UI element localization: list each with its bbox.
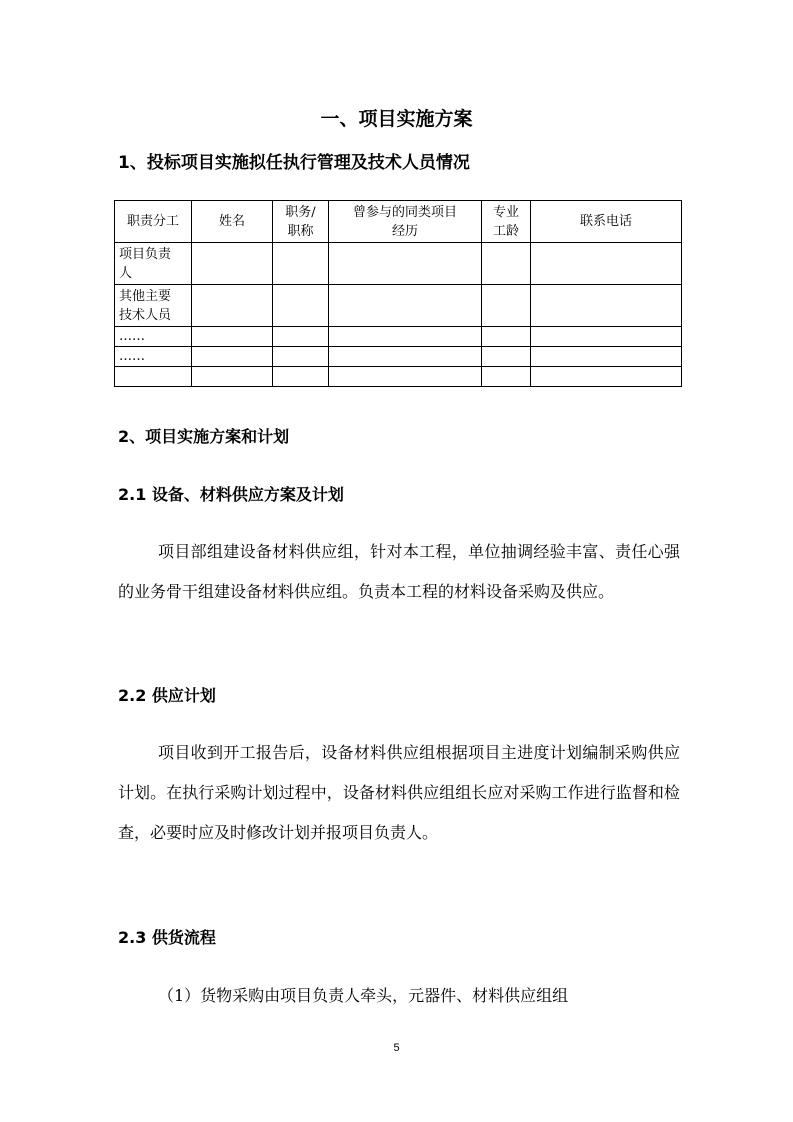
table-cell bbox=[192, 243, 273, 285]
staff-table bbox=[114, 200, 682, 387]
document-title: 一、项目实施方案 bbox=[320, 108, 473, 130]
table-header-row bbox=[115, 201, 682, 243]
header-cell-title: 职务/ 职称 bbox=[273, 201, 329, 243]
table-cell bbox=[329, 243, 482, 285]
table-cell bbox=[531, 347, 682, 367]
section-1-heading: 1、投标项目实施拟任执行管理及技术人员情况 bbox=[118, 153, 470, 173]
table-cell bbox=[329, 367, 482, 387]
table-cell bbox=[531, 327, 682, 347]
table-cell bbox=[482, 367, 531, 387]
subsection-2-3-paragraph: （1）货物采购由项目负责人牵头，元器件、材料供应组组 bbox=[158, 986, 569, 1005]
table-cell bbox=[192, 285, 273, 327]
subsection-2-2-heading: 2.2 供应计划 bbox=[118, 686, 216, 705]
table-cell bbox=[482, 243, 531, 285]
table-cell bbox=[192, 327, 273, 347]
table-cell bbox=[531, 243, 682, 285]
table-row bbox=[115, 347, 682, 367]
table-cell bbox=[482, 285, 531, 327]
header-cell-name: 姓名 bbox=[192, 201, 273, 243]
subsection-2-3-heading: 2.3 供货流程 bbox=[118, 928, 216, 947]
table-cell bbox=[115, 367, 192, 387]
subsection-2-2-paragraph: 项目收到开工报告后，设备材料供应组根据项目主进度计划编制采购供应计划。在执行采购计划过程中，设备材料供应组组长应对采购工作进行监督和检查，必要时应及时修改计划并报项目负责人。 bbox=[118, 743, 680, 842]
table-cell: 其他主要 技术人员 bbox=[115, 285, 192, 327]
subsection-2-1-paragraph: 项目部组建设备材料供应组，针对本工程，单位抽调经验丰富、责任心强的业务骨干组建设备材料供应组。负责本工程的材料设备采购及供应。 bbox=[118, 542, 680, 601]
table-row bbox=[115, 367, 682, 387]
table-cell bbox=[531, 367, 682, 387]
header-cell-experience: 曾参与的同类项目 经历 bbox=[329, 201, 482, 243]
table-cell bbox=[273, 367, 329, 387]
table-row bbox=[115, 327, 682, 347]
table-cell bbox=[273, 243, 329, 285]
table-cell bbox=[531, 285, 682, 327]
table-cell bbox=[273, 347, 329, 367]
table-cell bbox=[273, 327, 329, 347]
table-cell bbox=[192, 367, 273, 387]
table-cell bbox=[329, 327, 482, 347]
table-cell: 项目负责 人 bbox=[115, 243, 192, 285]
table-cell bbox=[329, 285, 482, 327]
table-row bbox=[115, 285, 682, 327]
page-number: 5 bbox=[393, 1042, 400, 1054]
table-cell bbox=[329, 347, 482, 367]
table-cell bbox=[273, 285, 329, 327]
header-cell-phone: 联系电话 bbox=[531, 201, 682, 243]
table-cell bbox=[192, 347, 273, 367]
table-row bbox=[115, 243, 682, 285]
table-cell: …… bbox=[115, 327, 192, 347]
header-cell-duty: 职责分工 bbox=[115, 201, 192, 243]
subsection-2-1-heading: 2.1 设备、材料供应方案及计划 bbox=[118, 485, 344, 504]
section-2-heading: 2、项目实施方案和计划 bbox=[118, 427, 290, 446]
table-cell: …… bbox=[115, 347, 192, 367]
table-cell bbox=[482, 347, 531, 367]
header-cell-years: 专业 工龄 bbox=[482, 201, 531, 243]
table-cell bbox=[482, 327, 531, 347]
